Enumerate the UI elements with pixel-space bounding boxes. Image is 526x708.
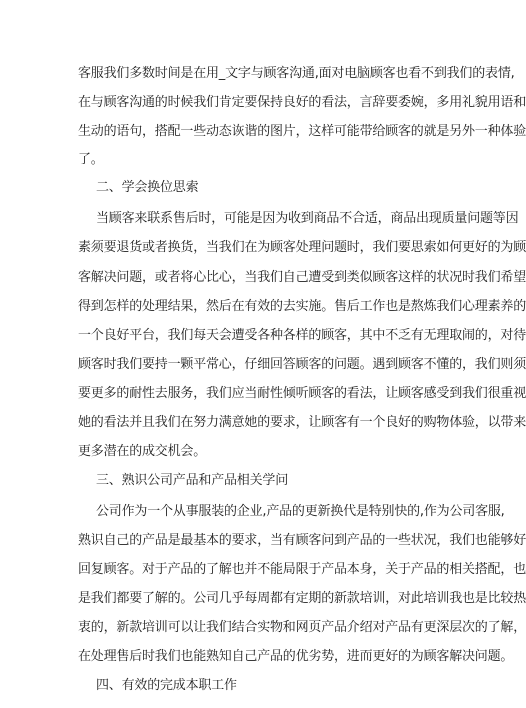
body-line-20: 衷的，新款培训可以让我们结合实物和网页产品介绍对产品有更深层次的了解，: [78, 620, 526, 635]
body-line-6: 当顾客来联系售后时，可能是因为收到商品不合适，商品出现质量问题等因: [96, 211, 519, 226]
body-line-17: 熟识自己的产品是最基本的要求，当有顾客问到产品的一些状况，我们也能够好: [78, 533, 526, 548]
body-line-8: 客解决问题，或者将心比心，当我们自己遭受到类似顾客这样的状况时我们希望: [78, 270, 526, 285]
body-line-13: 她的看法并且我们在努力满意她的要求，让顾客有一个良好的购物体验，以带来: [78, 415, 526, 430]
body-line-2: 在与顾客沟通的时候我们肯定要保持良好的看法，言辞要委婉，多用礼貌用语和: [78, 95, 526, 110]
section-heading-3: 三、熟识公司产品和产品相关学问: [96, 473, 289, 488]
section-heading-2: 二、学会换位思索: [96, 180, 199, 195]
body-line-12: 要更多的耐性去服务，我们应当耐性倾听顾客的看法，让顾客感受到我们很重视: [78, 386, 526, 401]
body-line-14: 更多潜在的成交机会。: [78, 444, 207, 459]
body-line-18: 回复顾客。对于产品的了解也并不能局限于产品本身，关于产品的相关搭配，也: [78, 562, 526, 577]
body-line-1: 客服我们多数时间是在用_文字与顾客沟通,面对电脑顾客也看不到我们的表情,: [78, 66, 515, 81]
body-line-11: 顾客时我们要持一颗平常心，仔细回答顾客的问题。遇到顾客不懂的，我们则须: [78, 357, 526, 372]
body-line-3: 生动的语句，搭配一些动态诙谐的图片，这样可能带给顾客的就是另外一种体验: [78, 124, 526, 139]
body-line-7: 素须要退货或者换货，当我们在为顾客处理问题时，我们要思索如何更好的为顾: [78, 240, 526, 255]
body-line-4: 了。: [78, 152, 104, 167]
body-line-19: 是我们都要了解的。公司几乎每周都有定期的新款培训，对此培训我也是比较热: [78, 591, 526, 606]
body-line-16: 公司作为一个从事服装的企业,产品的更新换代是特别快的,作为公司客服,: [96, 504, 505, 519]
body-line-9: 得到怎样的处理结果，然后在有效的去实施。售后工作也是熬炼我们心理素养的: [78, 299, 526, 314]
section-heading-4: 四、有效的完成本职工作: [96, 678, 237, 693]
body-line-21: 在处理售后时我们也能熟知自己产品的优劣势，进而更好的为顾客解决问题。: [78, 649, 514, 664]
body-line-10: 一个良好平台，我们每天会遭受各种各样的顾客，其中不乏有无理取闹的，对待: [78, 328, 526, 343]
